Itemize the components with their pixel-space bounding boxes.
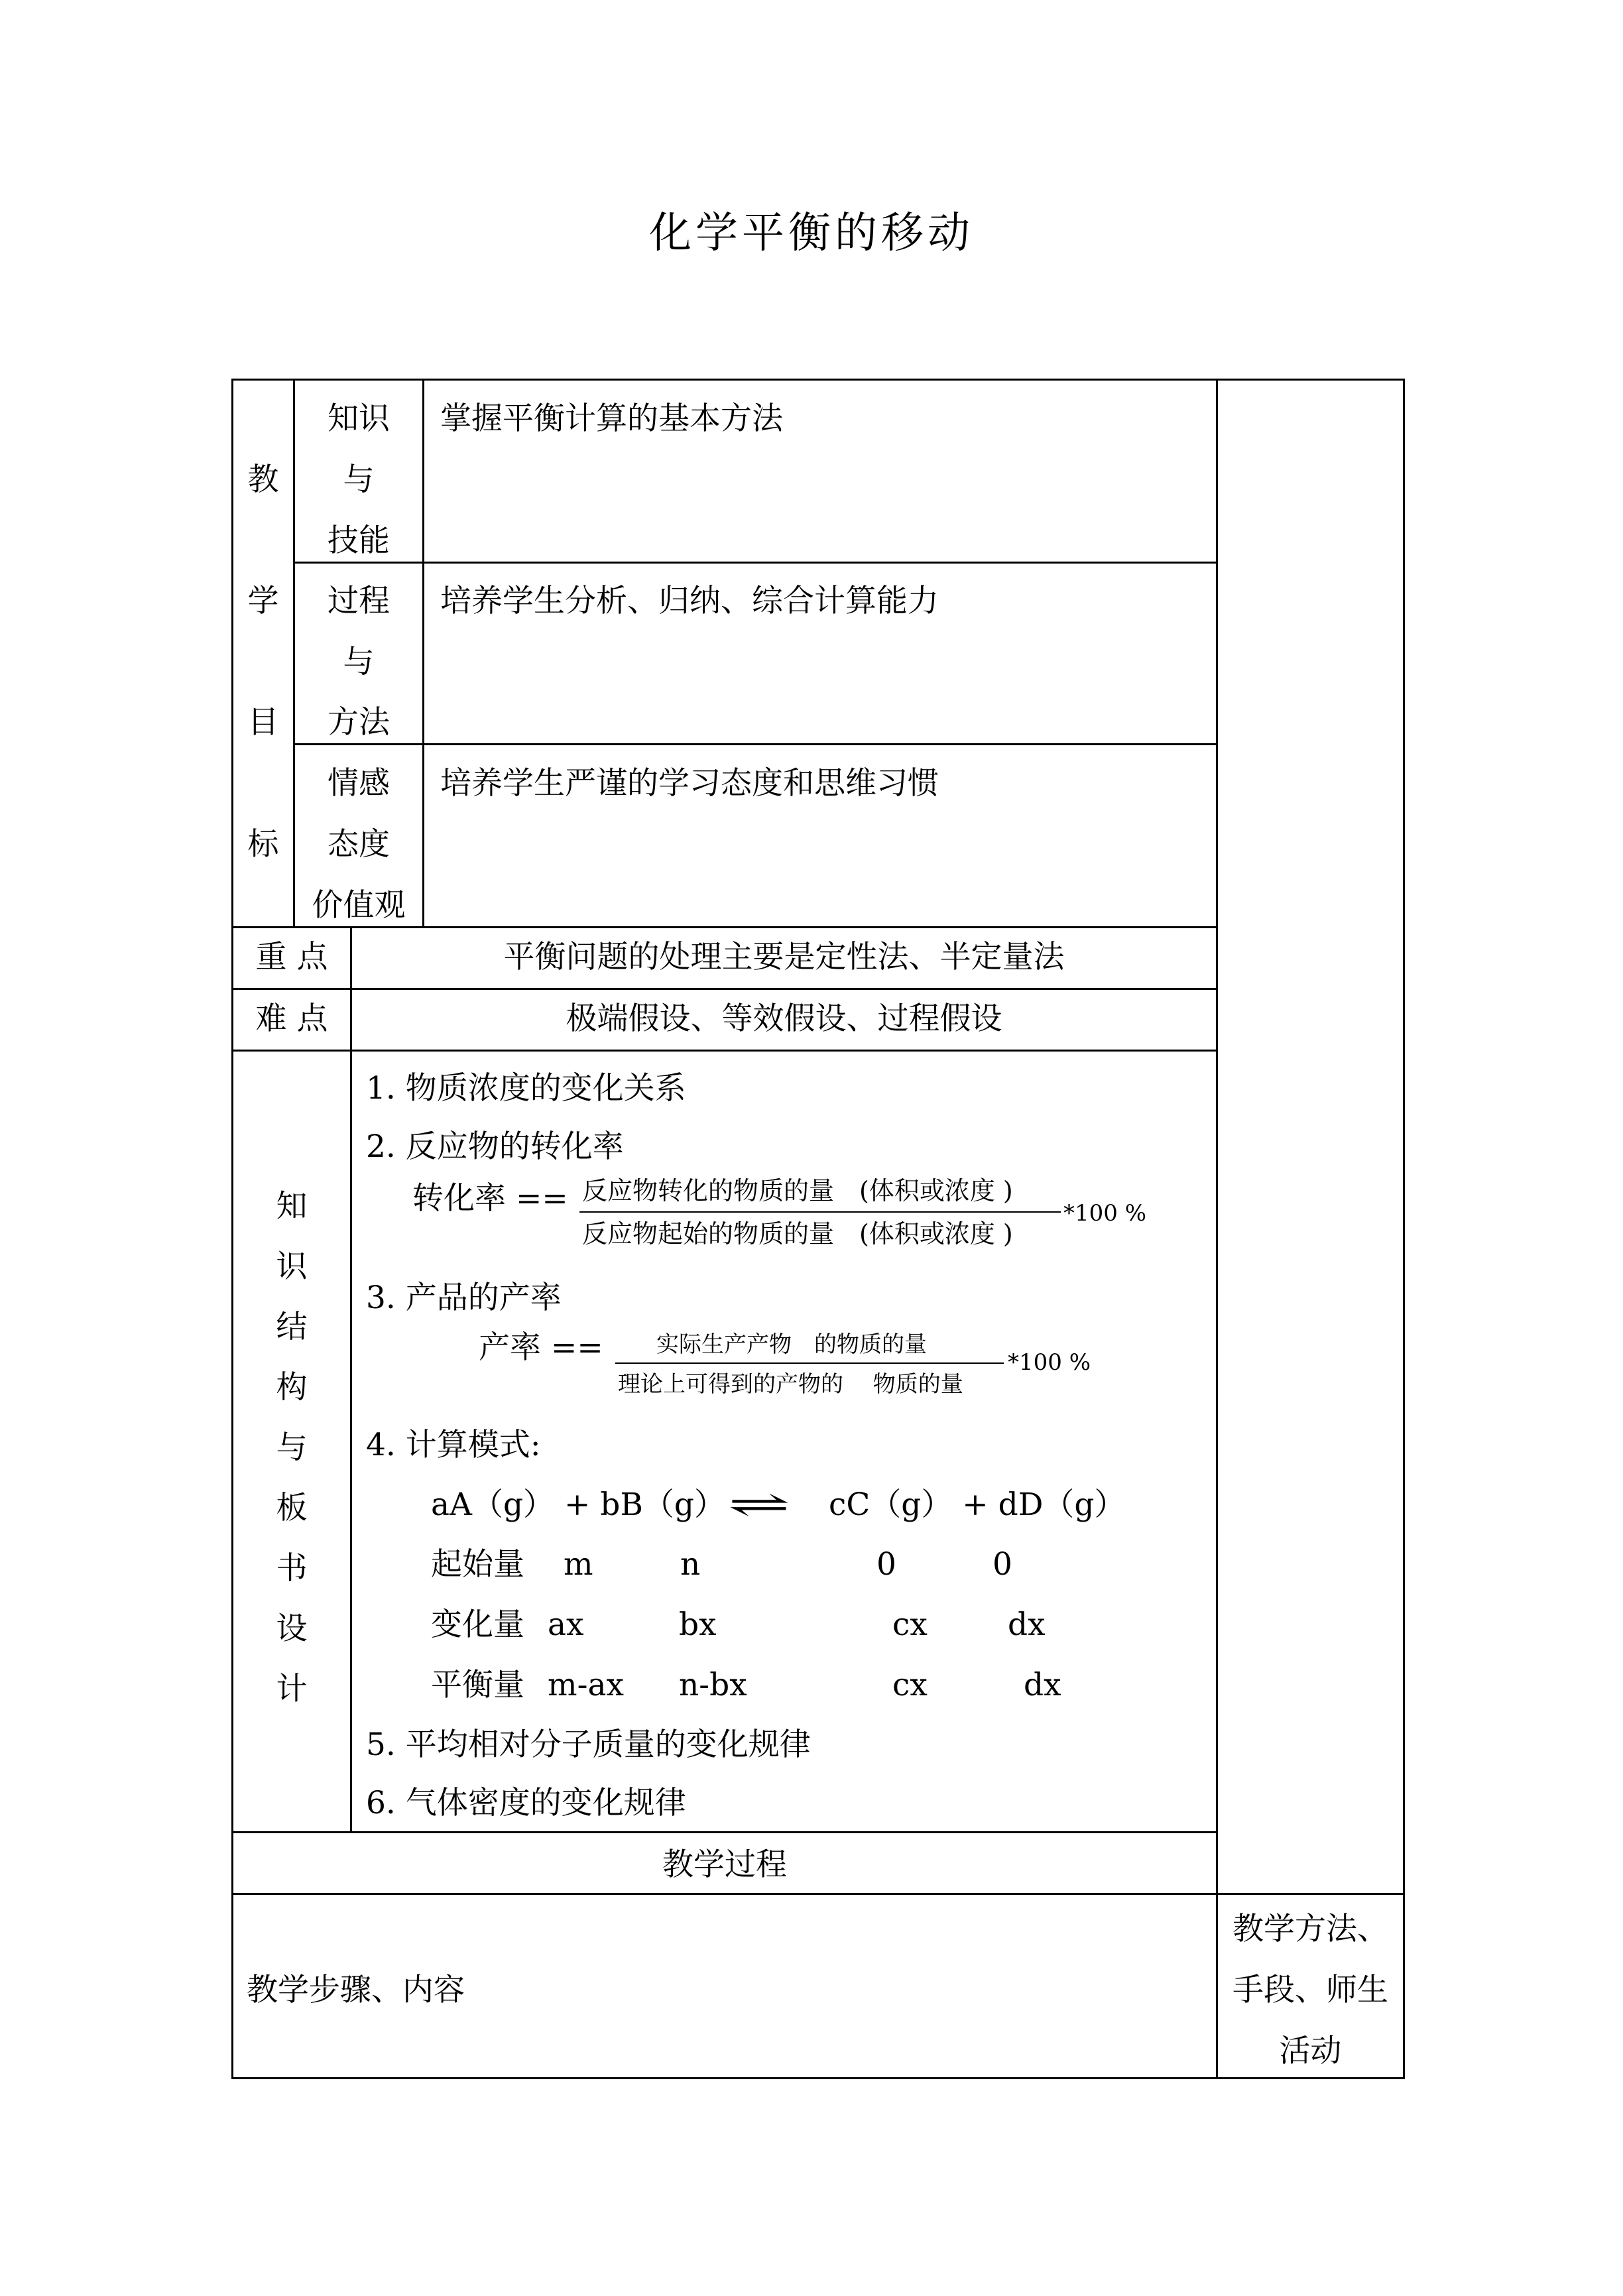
conversion-factor: *100 % — [1063, 1200, 1147, 1227]
objective-label-1a: 知识 — [328, 400, 390, 437]
calc-row-label-equilibrium: 平衡量 — [431, 1667, 524, 1703]
knowledge-header-5: 与 — [276, 1429, 308, 1466]
knowledge-item-1: 1. 物质浓度的变化关系 — [366, 1070, 686, 1107]
key-point-content: 平衡问题的处理主要是定性法、半定量法 — [503, 939, 1065, 975]
equation-right: cC（g） + dD（g） — [829, 1486, 1126, 1523]
knowledge-item-2: 2. 反应物的转化率 — [366, 1128, 624, 1165]
objective-content-2: 培养学生分析、归纳、综合计算能力 — [440, 583, 939, 619]
knowledge-header-3: 结 — [276, 1309, 308, 1345]
objectives-header-2: 学 — [247, 583, 279, 619]
calc-cell: dx — [1024, 1667, 1061, 1703]
objectives-header-1: 教 — [247, 461, 279, 498]
calc-cell: cx — [892, 1606, 928, 1643]
objective-label-3b: 态度 — [328, 826, 390, 863]
objective-content-1: 掌握平衡计算的基本方法 — [440, 400, 783, 437]
process-left: 教学步骤、内容 — [247, 1972, 465, 2008]
calc-cell: bx — [679, 1606, 717, 1643]
objective-label-3c: 价值观 — [312, 887, 406, 924]
key-point-label: 重 点 — [255, 939, 328, 975]
knowledge-item-3: 3. 产品的产率 — [366, 1280, 562, 1316]
objectives-header-3: 目 — [247, 704, 279, 741]
equation-arrow: ⇌ — [728, 1483, 790, 1526]
conversion-fraction-bar — [579, 1211, 1061, 1213]
calc-cell: ax — [548, 1606, 584, 1643]
objective-label-1c: 技能 — [328, 522, 390, 559]
calc-cell: n — [680, 1546, 701, 1583]
calc-cell: m-ax — [548, 1667, 624, 1703]
difficulty-content: 极端假设、等效假设、过程假设 — [566, 1000, 1002, 1037]
knowledge-header-4: 构 — [276, 1369, 308, 1406]
conversion-label: 转化率 == — [412, 1180, 568, 1217]
conversion-numerator: 反应物转化的物质的量 (体积或浓度 ) — [582, 1176, 1013, 1205]
knowledge-header-6: 板 — [276, 1490, 308, 1526]
objectives-header-4: 标 — [247, 826, 279, 863]
calc-row-label-start: 起始量 — [431, 1546, 524, 1583]
yield-label: 产率 == — [479, 1329, 603, 1366]
objective-content-3: 培养学生严谨的学习态度和思维习惯 — [440, 765, 939, 802]
objective-label-2a: 过程 — [328, 583, 390, 619]
knowledge-header-7: 书 — [276, 1550, 308, 1587]
calc-cell: cx — [892, 1667, 928, 1703]
objective-label-3a: 情感 — [328, 765, 390, 802]
process-right-2: 手段、师生 — [1232, 1972, 1388, 2008]
calc-cell: m — [564, 1546, 593, 1583]
knowledge-item-6: 6. 气体密度的变化规律 — [366, 1785, 686, 1821]
equation-left: aA（g） + bB（g） — [431, 1486, 726, 1523]
difficulty-label: 难 点 — [255, 1000, 328, 1037]
yield-fraction-bar — [615, 1362, 1004, 1364]
objective-label-2b: 与 — [343, 644, 375, 680]
page-title: 化学平衡的移动 — [649, 209, 974, 258]
yield-factor: *100 % — [1008, 1349, 1091, 1376]
process-right-3: 活动 — [1279, 2033, 1342, 2069]
process-right-1: 教学方法、 — [1232, 1911, 1388, 1947]
knowledge-item-5: 5. 平均相对分子质量的变化规律 — [366, 1726, 811, 1763]
calc-cell: 0 — [876, 1546, 896, 1583]
knowledge-header-9: 计 — [276, 1671, 308, 1707]
process-header: 教学过程 — [662, 1846, 787, 1883]
yield-numerator: 实际生产产物 的物质的量 — [656, 1331, 927, 1358]
knowledge-header-2: 识 — [276, 1248, 308, 1285]
knowledge-header-1: 知 — [276, 1188, 308, 1225]
yield-denominator: 理论上可得到的产物的 物质的量 — [618, 1371, 963, 1398]
calc-row-label-change: 变化量 — [431, 1606, 524, 1643]
knowledge-item-4: 4. 计算模式: — [366, 1427, 541, 1463]
calc-cell: n-bx — [679, 1667, 747, 1703]
objective-label-2c: 方法 — [328, 704, 390, 741]
calc-cell: dx — [1008, 1606, 1046, 1643]
conversion-denominator: 反应物起始的物质的量 (体积或浓度 ) — [582, 1219, 1013, 1248]
objective-label-1b: 与 — [343, 461, 375, 498]
calc-cell: 0 — [992, 1546, 1012, 1583]
knowledge-header-8: 设 — [276, 1610, 308, 1647]
